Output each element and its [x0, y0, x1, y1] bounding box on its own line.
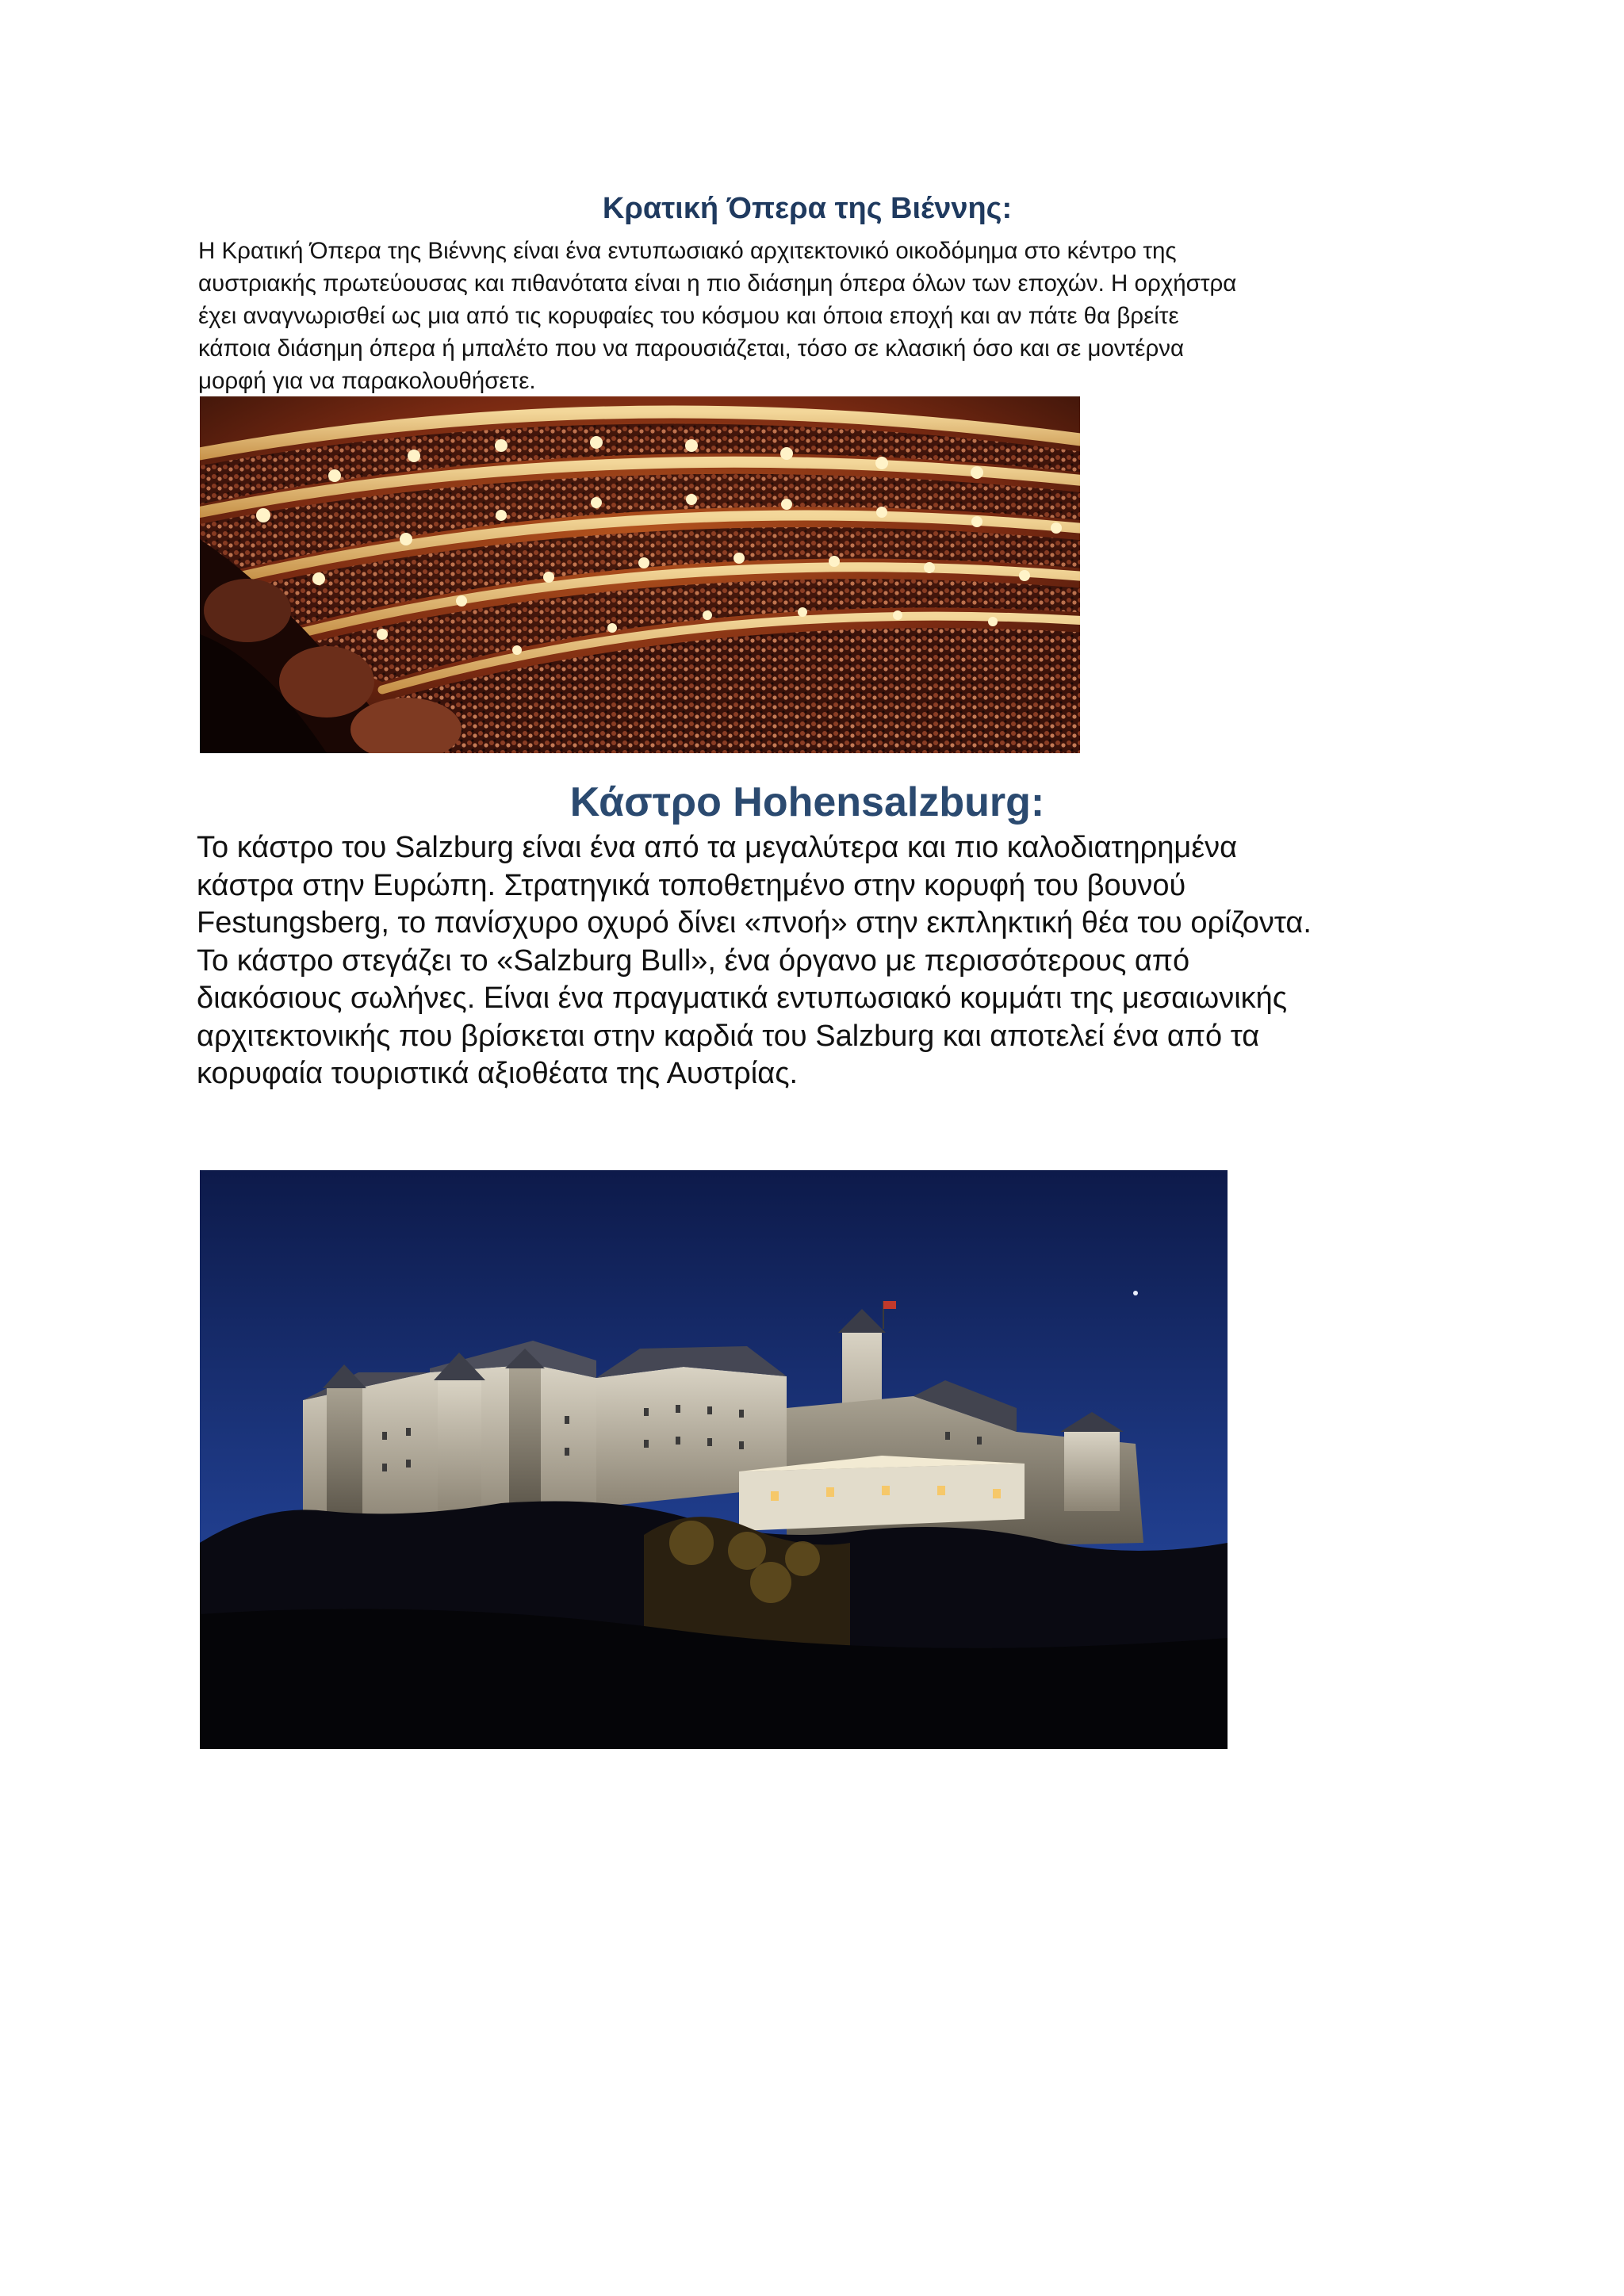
castle-line: Το κάστρο του Salzburg είναι ένα από τα μεγαλύτερα και πιο καλοδιατηρημένα	[197, 831, 1238, 864]
castle-line: διακόσιους σωλήνες. Είναι ένα πραγματικά εντυπωσιακό κομμάτι της μεσαιωνικής	[197, 982, 1288, 1015]
castle-line: κορυφαία τουριστικά αξιοθέατα της Αυστρίας.	[197, 1057, 799, 1090]
castle-line: Το κάστρο στεγάζει το «Salzburg Bull», ένα όργανο με περισσότερους από	[197, 943, 1190, 978]
opera-line: αυστριακής πρωτεύουσας και πιθανότατα είναι η πιο διάσημη όπερα όλων των εποχών. Η ορχήστρα	[198, 270, 1237, 297]
opera-line: Η Κρατική Όπερα της Βιέννης είναι ένα εντυπωσιακό αρχιτεκτονικό οικοδόμημα στο κέντρο της	[198, 238, 1177, 264]
opera-line: έχει αναγνωρισθεί ως μια από τις κορυφαίες του κόσμου και όποια εποχή και αν πάτε θα βρείτε	[198, 303, 1179, 329]
castle-line: κάστρα στην Ευρώπη. Στρατηγικά τοποθετημένο στην κορυφή του βουνού	[197, 868, 1186, 902]
castle-night-photo	[200, 1170, 1228, 1749]
opera-line: μορφή για να παρακολουθήσετε.	[198, 368, 536, 394]
castle-paragraph	[197, 829, 1434, 1093]
opera-interior-photo	[200, 396, 1080, 753]
castle-line: αρχιτεκτονικής που βρίσκεται στην καρδιά του Salzburg και αποτελεί ένα από τα	[197, 1019, 1260, 1053]
opera-line: κάποια διάσημη όπερα ή μπαλέτο που να παρουσιάζεται, τόσο σε κλασική όσο και σε μοντέρνα	[198, 335, 1185, 362]
castle-heading: Κάστρο Hohensalzburg:	[569, 779, 1045, 825]
opera-paragraph	[198, 235, 1419, 397]
opera-heading: Κρατική Όπερα της Βιέννης:	[602, 192, 1013, 225]
castle-line: Festungsberg, το πανίσχυρο οχυρό δίνει «πνοή» στην εκπληκτική θέα του ορίζοντα.	[197, 906, 1312, 939]
